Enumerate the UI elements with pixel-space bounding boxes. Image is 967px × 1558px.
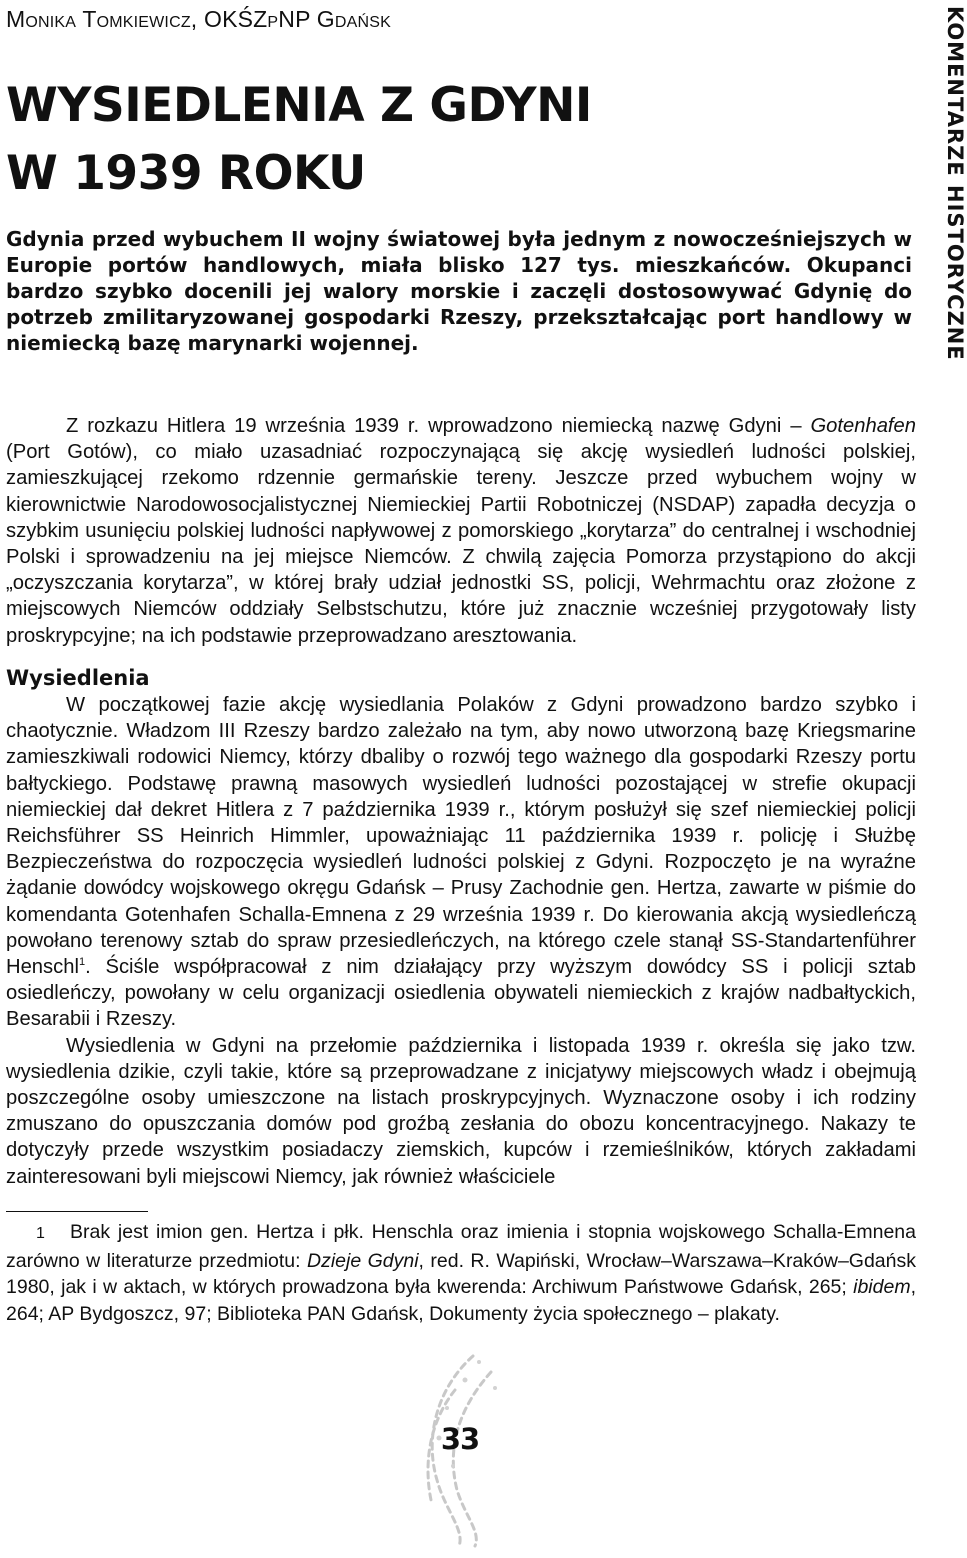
section-heading: Wysiedlenia [6,666,150,690]
footnote-italic: ibidem [853,1276,911,1298]
footnote-text: , 264; AP Bydgoszcz, 97; Biblioteka PAN Gdańsk, Dokumenty życia społecznego – plakaty. [6,1276,916,1325]
article-title-line1: WYSIEDLENIA Z GDYNI [6,78,592,133]
paragraph-text: . Ściśle współpracował z nim działający przy wyższym dowódcy SS i policji sztab osiedleńczy, powołany w celu organizacji osiedlenia obywateli niemieckich z krajów nadbałtyckich, Besarabii i Rzeszy. [6,956,916,1031]
paragraph-text: Z rozkazu Hitlera 19 września 1939 r. wprowadzono niemiecką nazwę Gdyni – [66,415,811,437]
footnote-divider [6,1211,148,1212]
footnote-italic: Dzieje Gdyni [306,1249,419,1272]
footnote-text: Brak jest imion gen. Hertza i płk. Henschla oraz imienia i stopnia wojskowego Schalla-Emnena zarówno w literaturze przedmiotu: [6,1221,916,1272]
author-header: Monika Tomkiewicz, OKŚZpNP Gdańsk [6,6,392,32]
paragraph-text: (Port Gotów), co miało uzasadniać rozpoczynającą się akcję wysiedleń ludności polskiej, zamieszkującej rzekomo rdzennie germańskie tereny. Jeszcze przed wybuchem wojny w kierownictwie Narodowosocjalistycznej Niemieckiej Partii Robotniczej (NSDAP) zapadła decyzja o szybkim usunięciu polskiej ludności napływowej z pomorskiego „korytarza” do centralnej i wschodniej Polski i sprowadzeniu na jej miejsce Niemców. Z chwilą zajęcia Pomorza przystąpiono do akcji „oczyszczania korytarza”, w której brały udział jednostki SS, policji, Wehrmachtu oraz złożone z miejscowych Niemców oddziały Selbstschutzu, które już znacznie wcześniej przygotowały listy proskrypcyjne; na ich podstawie przeprowadzano aresztowania. [6,441,916,647]
intro-body [6,413,916,649]
footnote-number: 1 [36,1225,45,1242]
body-paragraph [6,413,916,649]
footnote-text: , red. R. Wapiński, Wrocław–Warszawa–Kraków–Gdańsk 1980, jak i w aktach, w których prowadzona była kwerenda: Archiwum Państwowe Gdańsk, 265; [6,1249,917,1298]
paragraph-text: W początkowej fazie akcję wysiedlania Polaków z Gdyni prowadzono bardzo szybko i chaotycznie. Władzom III Rzeszy bardzo zależało na tym, aby nowo utworzoną bazę Kriegsmarine zamieszkiwali rodowici Niemcy, którzy dbaliby o rozwój tego ważnego dla gospodarki Rzeszy portu bałtyckiego. Podstawę prawną masowych wysiedleń ludności pozostającej w strefie okupacji niemieckiej dał dekret Hitlera z 7 października 1939 r., którym posłużył się szef niemieckiej policji Reichsführer SS Heinrich Himmler, upoważniając 11 października 1939 r. policję i Służbę Bezpieczeństwa do rozpoczęcia wysiedleń ludności polskiej z Gdyni. Rozpoczęto je na wyraźne żądanie dowódcy wojskowego okręgu Gdańsk – Prusy Zachodnie gen. Hertza, zawarte w piśmie do komendanta Gotenhafen Schalla-Emnena z 29 września 1939 r. Do kierowania akcją wysiedleńczą powołano terenowy sztab do spraw przesiedleńczych, na którego czele stanął SS-Standartenführer Henschl [6,694,916,979]
page-number: 33 [440,1422,480,1456]
italic-term: Gotenhafen [810,415,916,437]
article-title [6,72,886,208]
section-side-title: KOMENTARZE HISTORYCZNE [943,6,967,361]
body-paragraph [6,692,916,1033]
footnote-reference[interactable]: 1 [78,956,86,969]
body-paragraph: Wysiedlenia w Gdyni na przełomie października i listopada 1939 r. określa się jako tzw. wysiedlenia dzikie, czyli takie, które są przeprowadzane z inicjatywy miejscowych władz i obejmują poszczególne osoby umieszczone na listach proskrypcyjnych. Wyznaczone osoby i ich rodziny zmuszano do opuszczania domów pod groźbą zesłania do obozu koncentracyjnego. Nakazy te dotyczyły przede wszystkim posiadaczy ziemskich, kupców i rzemieślników, których zakładami zainteresowani byli miejscowi Niemcy, jak również właściciele [6,1034,916,1188]
lead-paragraph: Gdynia przed wybuchem II wojny światowej była jednym z nowocześniejszych w Europie portów handlowych, miała blisko 127 tys. mieszkańców. Okupanci bardzo szybko docenili jej walory morskie i zaczęli dostosowywać Gdynię do potrzeb zmilitaryzowanej gospodarki Rzeszy, przekształcając port handlowy w niemiecką bazę marynarki wojennej. [6,227,912,355]
section-body [6,692,916,1190]
footnote [6,1219,916,1327]
article-title-line2: W 1939 ROKU [6,146,366,201]
